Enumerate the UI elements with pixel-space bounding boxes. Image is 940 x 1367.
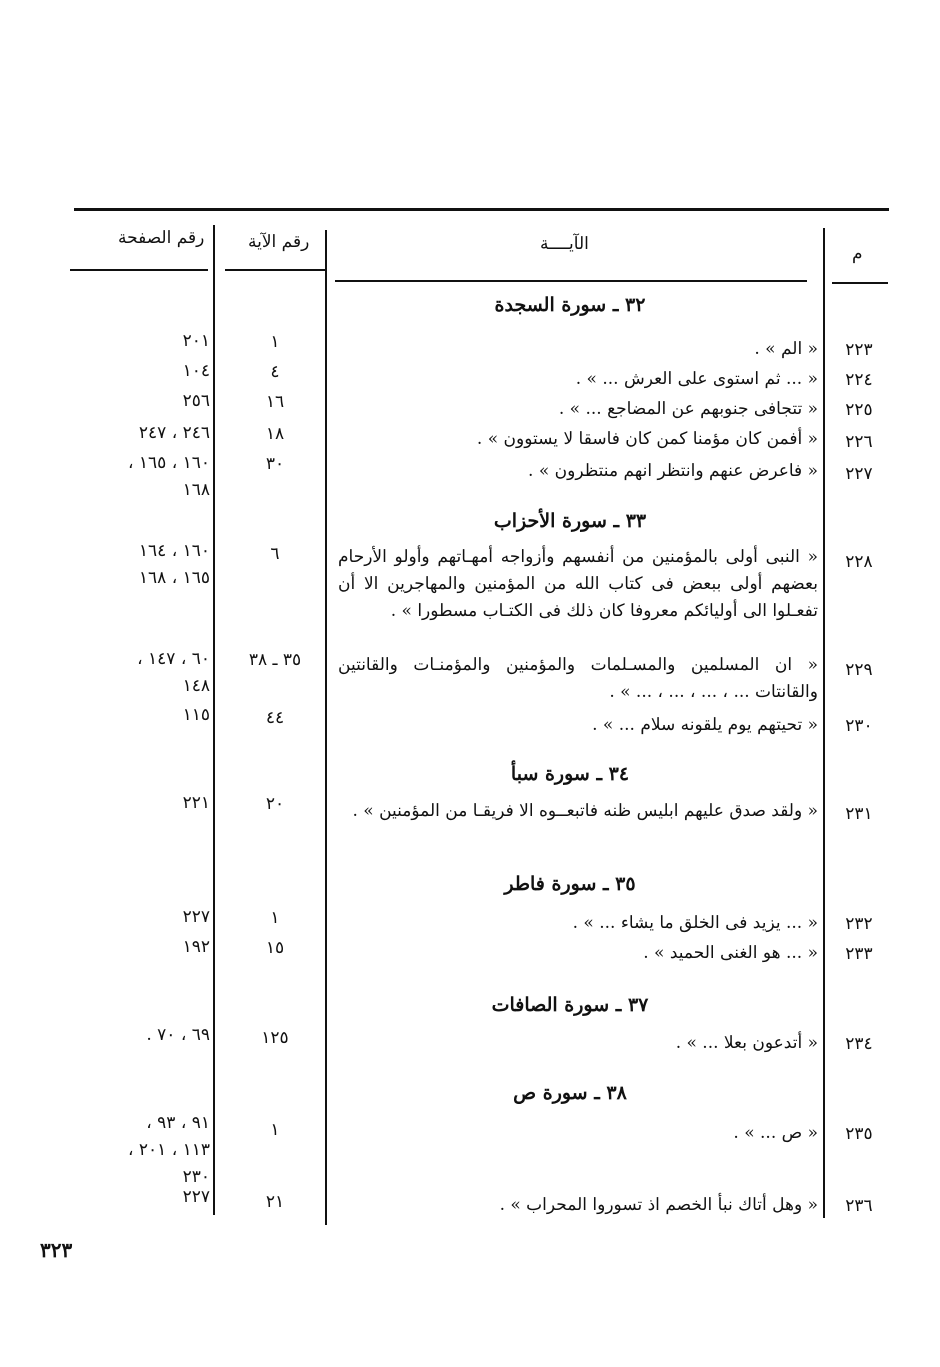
verse-number: ١٥: [265, 938, 285, 958]
verse-number: ١٦: [265, 392, 285, 412]
top-rule: [74, 208, 889, 211]
page-ref-line: ١٤٨: [182, 676, 210, 696]
page-ref-line: ٢٢٧: [182, 907, 210, 927]
ayah-text: « أفمن كان مؤمنا كمن كان فاسقا لا يستوون » .: [476, 429, 818, 449]
page-references: [40, 1184, 210, 1211]
surah-heading-sad: ٣٨ ـ سورة ص: [513, 1082, 627, 1104]
row-number: ٢٣١: [845, 804, 873, 824]
page-ref-line: ٢٠١: [182, 331, 210, 351]
page-references: [40, 646, 210, 700]
page-references: [40, 358, 210, 385]
page-references: [40, 934, 210, 961]
ayah-text: « ... هو الغنى الحميد » .: [643, 943, 818, 963]
header-underline-num: [832, 282, 888, 284]
page-ref-line: ١٦٨: [182, 480, 210, 500]
page-references: [40, 904, 210, 931]
ayah-text: « تتجافى جنوبهم عن المضاجع ... » .: [558, 399, 818, 419]
page-references: [40, 388, 210, 415]
ayah-text: « ... ثم استوى على العرش ... » .: [575, 369, 818, 389]
row-number: ٢٢٤: [845, 370, 873, 390]
row-number: ٢٣٤: [845, 1034, 873, 1054]
verse-number: ٦: [270, 544, 280, 564]
page-ref-line: ١٩٢: [182, 937, 210, 957]
column-divider-ayah: [823, 228, 825, 1218]
verse-number: ٤: [270, 362, 280, 382]
page-ref-line: ٦٩ ، ٧٠ .: [146, 1025, 210, 1045]
surah-heading-fatir: ٣٥ ـ سورة فاطر: [504, 873, 636, 895]
page-ref-line: ٢٥٦: [182, 391, 210, 411]
ayah-text: « ص ... » .: [733, 1123, 818, 1143]
row-number: ٢٣٦: [845, 1196, 873, 1216]
ayah-text: « تحيتهم يوم يلقونه سلام ... » .: [592, 715, 818, 735]
page-ref-line: ١٠٤: [182, 361, 210, 381]
row-number: ٢٢٩: [845, 660, 873, 680]
ayah-text: « وهل أتاك نبأ الخصم اذ تسوروا المحراب » .: [499, 1195, 818, 1215]
page-ref-line: ٢٤٦ ، ٢٤٧: [138, 423, 210, 443]
verse-number: ١: [270, 332, 280, 352]
page-ref-line: ٦٠ ، ١٤٧ ،: [137, 649, 210, 669]
row-number: ٢٣٠: [845, 716, 873, 736]
page-references: [40, 450, 210, 504]
verse-number: ٣٥ ـ ٣٨: [248, 650, 302, 670]
page-ref-line: ١٦٠ ، ١٦٤: [138, 541, 210, 561]
ayah-text: « ان المسلمين والمسـلمات والمؤمنين والمؤمنـات والقانتين والقانتات ... ، ... ، ... ، ... » .: [338, 655, 818, 702]
surah-heading-saffat: ٣٧ ـ سورة الصافات: [491, 994, 649, 1016]
surah-heading-ahzab: ٣٣ ـ سورة الأحزاب: [493, 510, 647, 532]
page-references: [40, 790, 210, 817]
surah-heading-saba: ٣٤ ـ سورة سبأ: [510, 763, 630, 785]
row-number: ٢٣٢: [845, 914, 873, 934]
surah-heading-sajdah: ٣٢ ـ سورة السجدة: [494, 294, 646, 316]
page-ref-line: ٩١ ، ٩٣ ،: [146, 1113, 210, 1133]
ayah-text: « ولقد صدق عليهم ابليس ظنه فاتبعــوه الا فريقـا من المؤمنين » .: [352, 801, 818, 821]
header-underline-ayah: [335, 280, 807, 282]
row-number: ٢٢٧: [845, 464, 873, 484]
row-number: ٢٢٣: [845, 340, 873, 360]
header-col-ayah: الآيــــة: [540, 234, 589, 254]
page-ref-line: ١٦٥ ، ١٦٨: [138, 568, 210, 588]
column-divider-verse: [325, 230, 327, 1225]
verse-number: ٢٠: [265, 794, 285, 814]
ayah-text: « أتدعون بعلا ... » .: [675, 1033, 818, 1053]
row-number: ٢٣٥: [845, 1124, 873, 1144]
verse-number: ١٨: [265, 424, 285, 444]
verse-number: ١٢٥: [261, 1028, 289, 1048]
page-references: [40, 1110, 210, 1191]
verse-number: ١: [270, 1120, 280, 1140]
page-references: [40, 328, 210, 355]
page-ref-line: ٢٢٧: [182, 1187, 210, 1207]
page-ref-line: ١١٥: [182, 705, 210, 725]
page-references: [40, 702, 210, 729]
header-col-page: رقم الصفحة: [118, 228, 205, 248]
page-number: ٣٢٣: [40, 1238, 73, 1262]
page-ref-line: ٢٣٠: [182, 1167, 210, 1187]
verse-number: ١: [270, 908, 280, 928]
verse-number: ٣٠: [265, 454, 285, 474]
page-references: [40, 538, 210, 592]
header-underline-page: [70, 269, 208, 271]
ayah-text: « الم » .: [754, 339, 818, 359]
row-number: ٢٢٦: [845, 432, 873, 452]
header-col-verse: رقم الآية: [248, 232, 310, 252]
column-divider-page: [213, 225, 215, 1215]
header-underline-verse: [225, 269, 325, 271]
ayah-text: « ... يزيد فى الخلق ما يشاء ... » .: [572, 913, 818, 933]
verse-number: ٢١: [265, 1192, 285, 1212]
page-ref-line: ١٦٠ ، ١٦٥ ،: [128, 453, 210, 473]
ayah-text: « فاعرض عنهم وانتظر انهم منتظرون » .: [528, 461, 818, 481]
page-references: [40, 420, 210, 447]
row-number: ٢٢٨: [845, 552, 873, 572]
verse-number: ٤٤: [265, 708, 285, 728]
page-ref-line: ١١٣ ، ٢٠١ ،: [128, 1140, 210, 1160]
row-number: ٢٣٣: [845, 944, 873, 964]
page-ref-line: ٢٢١: [182, 793, 210, 813]
ayah-text: « النبى أولى بالمؤمنين من أنفسهم وأزواجه أمهـاتهم وأولو الأرحام بعضهم أولى ببعض فى كتاب الله من المؤمنين والمهاجرين الا أن تفعـلوا الى أوليائكم معروفا كان ذلك فى الكتـاب مسطورا » .: [338, 547, 818, 621]
page-references: [40, 1022, 210, 1049]
row-number: ٢٢٥: [845, 400, 873, 420]
header-col-num: م: [852, 244, 863, 264]
